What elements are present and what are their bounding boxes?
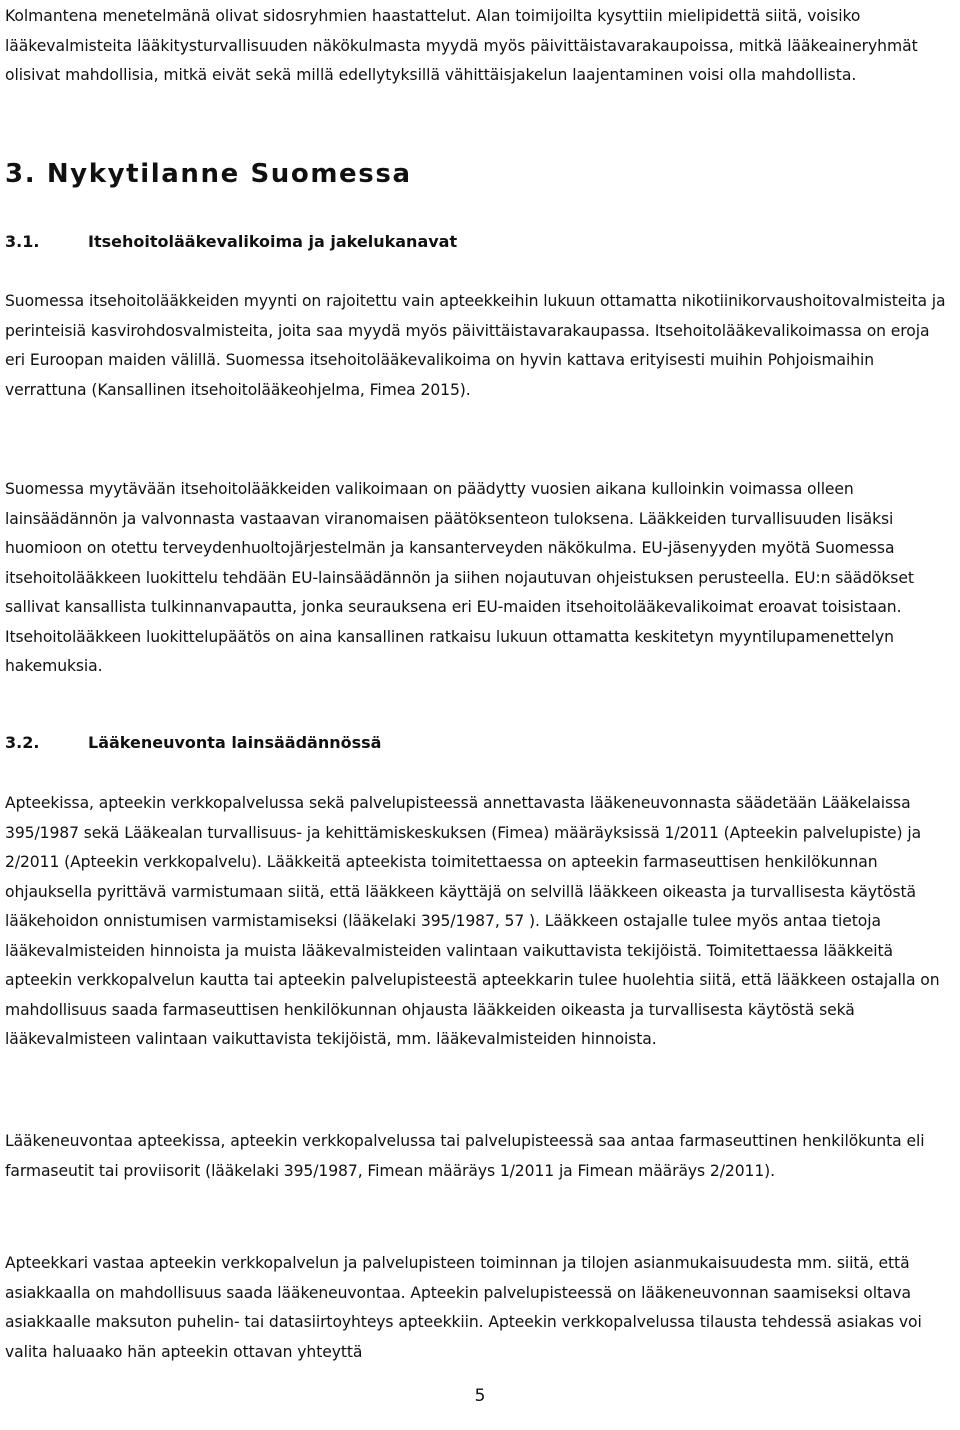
subsection-title: Lääkeneuvonta lainsäädännössä	[88, 733, 382, 752]
subsection-number: 3.1.	[5, 232, 40, 251]
body-paragraph: Apteekissa, apteekin verkkopalvelussa sekä palvelupisteessä annettavasta lääkeneuvonnasta säädetään Lääkelaissa 395/1987 sekä Lääkealan turvallisuus- ja kehittämiskeskuksen (Fimea) määräyksissä 1/2011 (Apteekin palvelupiste) ja 2/2011 (Apteekin verkkopalvelu). Lääkkeitä apteekista toimitettaessa on apteekin farmaseuttisen henkilökunnan ohjauksella pyrittävä varmistumaan siitä, että lääkkeen käyttäjä on selvillä lääkkeen oikeasta ja turvallisesta käytöstä lääkehoidon onnistumisen varmistamiseksi (lääkelaki 395/1987, 57 ). Lääkkeen ostajalle tulee myös antaa tietoja lääkevalmisteiden hinnoista ja muista lääkevalmisteiden valintaan vaikuttavista tekijöistä. Toimitettaessa lääkkeitä apteekin verkkopalvelun kautta tai apteekin palvelupisteestä apteekkarin tulee huolehtia siitä, että lääkkeen ostajalla on mahdollisuus saada farmaseuttisen henkilökunnan ohjausta lääkkeiden oikeasta ja turvallisesta käytöstä sekä lääkevalmisteen valintaan vaikuttavista tekijöistä, mm. lääkevalmisteiden hinnoista.	[5, 794, 940, 1048]
subsection-heading-3-2	[5, 732, 381, 754]
subsection-number: 3.2.	[5, 733, 40, 752]
body-paragraph: Suomessa myytävään itsehoitolääkkeiden valikoimaan on päädytty vuosien aikana kulloinkin voimassa olleen lainsäädännön ja valvonnasta vastaavan viranomaisen päätöksenteon tuloksena. Lääkkeiden turvallisuuden lisäksi huomioon on otettu terveydenhuoltojärjestelmän ja kansanterveyden näkökulma. EU-jäsenyyden myötä Suomessa itsehoitolääkkeen luokittelu tehdään EU-lainsäädännön ja siihen nojautuvan ohjeistuksen perusteella. EU:n säädökset sallivat kansallista tulkinnanvapautta, jonka seurauksena eri EU-maiden itsehoitolääkevalikoimat eroavat toisistaan. Itsehoitolääkkeen luokittelupäätös on aina kansallinen ratkaisu lukuun ottamatta keskitetyn myyntilupamenettelyn hakemuksia.	[5, 480, 914, 675]
body-paragraph: Apteekkari vastaa apteekin verkkopalvelun ja palvelupisteen toiminnan ja tilojen asianmukaisuudesta mm. siitä, että asiakkaalla on mahdollisuus saada lääkeneuvontaa. Apteekin palvelupisteessä on lääkeneuvonnan saamiseksi oltava asiakkaalle maksuton puhelin- tai datasiirtoyhteys apteekkiin. Apteekin verkkopalvelussa tilausta tehdessä asiakas voi valita haluaako hän apteekin ottavan yhteyttä	[5, 1254, 922, 1361]
section-heading-3: 3. Nykytilanne Suomessa	[5, 159, 412, 189]
subsection-heading-3-1	[5, 231, 457, 253]
body-paragraph: Lääkeneuvontaa apteekissa, apteekin verkkopalvelussa tai palvelupisteessä saa antaa farmaseuttinen henkilökunta eli farmaseutit tai proviisorit (lääkelaki 395/1987, Fimean määräys 1/2011 ja Fimean määräys 2/2011).	[5, 1132, 925, 1180]
body-paragraph: Suomessa itsehoitolääkkeiden myynti on rajoitettu vain apteekkeihin lukuun ottamatta nikotiinikorvaushoitovalmisteita ja perinteisiä kasvirohdosvalmisteita, joita saa myydä myös päivittäistavarakaupassa. Itsehoitolääkevalikoimassa on eroja eri Euroopan maiden välillä. Suomessa itsehoitolääkevalikoima on hyvin kattava erityisesti muihin Pohjoismaihin verrattuna (Kansallinen itsehoitolääkeohjelma, Fimea 2015).	[5, 292, 946, 399]
page-number: 5	[474, 1386, 486, 1406]
subsection-title: Itsehoitolääkevalikoima ja jakelukanavat	[88, 232, 458, 251]
intro-paragraph: Kolmantena menetelmänä olivat sidosryhmien haastattelut. Alan toimijoilta kysyttiin mielipidettä siitä, voisiko lääkevalmisteita lääkitysturvallisuuden näkökulmasta myydä myös päivittäistavarakaupoissa, mitkä lääkeaineryhmät olisivat mahdollisia, mitkä eivät sekä millä edellytyksillä vähittäisjakelun laajentaminen voisi olla mahdollista.	[5, 7, 918, 84]
